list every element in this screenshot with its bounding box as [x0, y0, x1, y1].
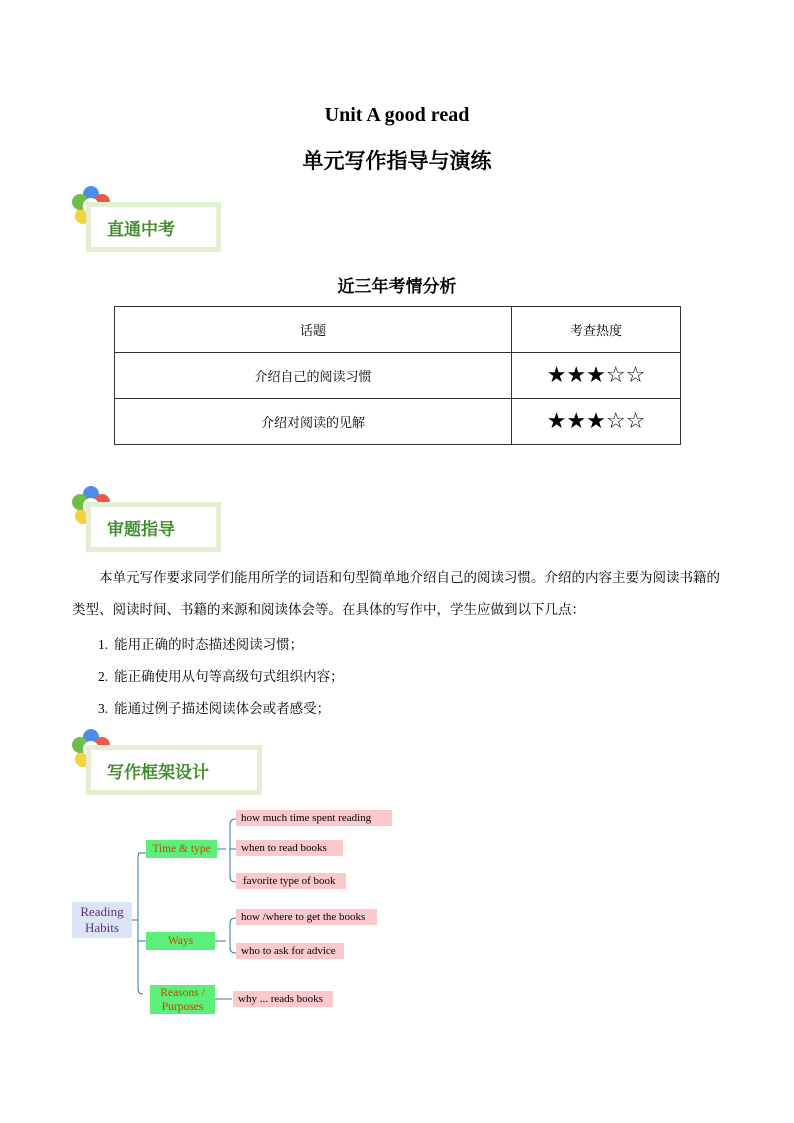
table-row: [115, 399, 681, 445]
mindmap-leaf: who to ask for advice: [236, 943, 344, 959]
document-title: Unit A good read: [324, 104, 470, 126]
table-header-row: [115, 307, 681, 353]
list-item: 3. 能通过例子描述阅读体会或者感受；: [98, 701, 331, 717]
analysis-title: 近三年考情分析: [337, 277, 457, 297]
mindmap-leaf: how /where to get the books: [236, 909, 377, 925]
star-rating: ★★★☆☆: [512, 399, 681, 445]
document-subtitle: 单元写作指导与演练: [302, 148, 492, 173]
mindmap-leaf: favorite type of book: [236, 873, 346, 889]
table-row: [115, 353, 681, 399]
section-label: 直通中考: [91, 207, 216, 247]
topic-cell: 介绍自己的阅读习惯: [115, 353, 512, 399]
mindmap-branch-reasons: Reasons / Purposes: [150, 985, 215, 1014]
section-label: 写作框架设计: [91, 750, 257, 790]
mindmap-leaf: why ... reads books: [233, 991, 333, 1007]
exam-heat-table: [114, 306, 681, 445]
list-item: 1. 能用正确的时态描述阅读习惯；: [98, 637, 304, 653]
mindmap-leaf: how much time spent reading: [236, 810, 392, 826]
guide-paragraph: 本单元写作要求同学们能用所学的词语和句型简单地介绍自己的阅读习惯。介绍的内容主要为阅读书籍的类型、阅读时间、书籍的来源和阅读体会等。在具体的写作中，学生应做到以下几点：: [72, 570, 720, 618]
list-item: 2. 能正确使用从句等高级句式组织内容；: [98, 669, 344, 685]
star-rating: ★★★☆☆: [512, 353, 681, 399]
column-header-heat: 考查热度: [512, 307, 681, 353]
column-header-topic: 话题: [115, 307, 512, 353]
section-label: 审题指导: [91, 507, 216, 547]
topic-cell: 介绍对阅读的见解: [115, 399, 512, 445]
mindmap-branch-ways: Ways: [146, 932, 215, 950]
mindmap-branch-time-type: Time & type: [146, 840, 217, 858]
mindmap-root: Reading Habits: [72, 902, 132, 938]
mindmap-leaf: when to read books: [236, 840, 343, 856]
